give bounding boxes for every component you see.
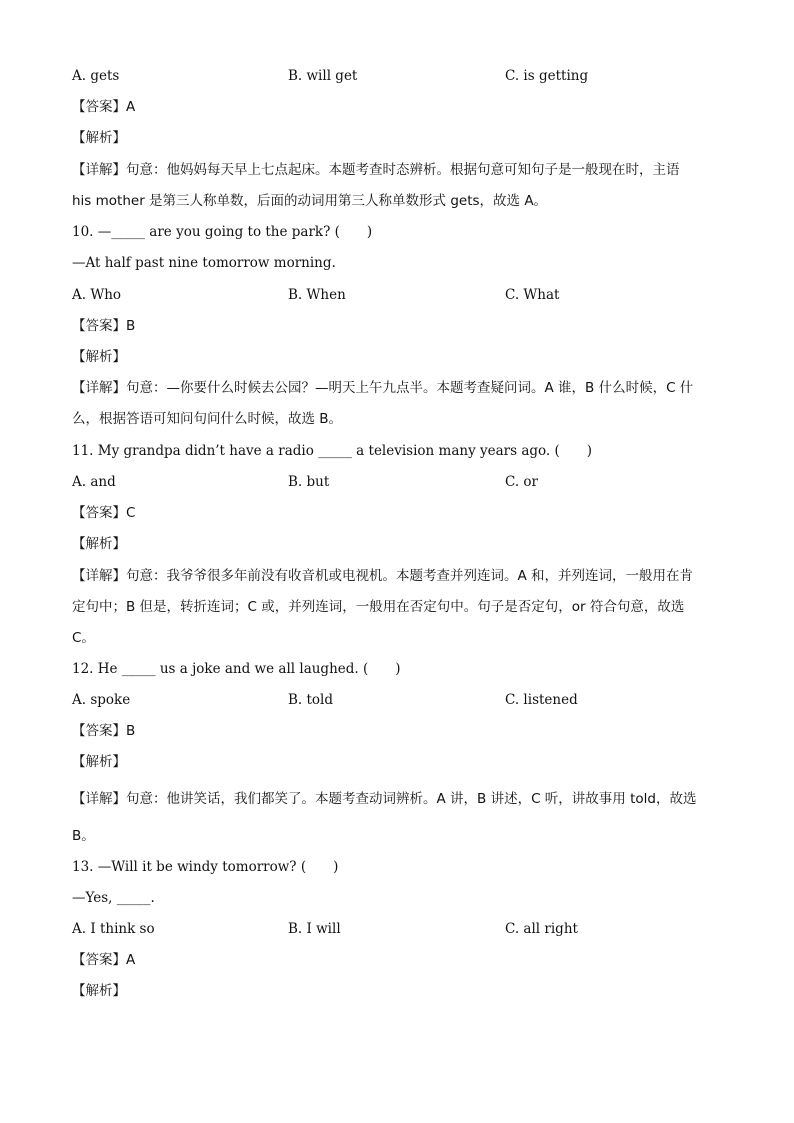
answer-line: 【答案】A <box>72 952 136 968</box>
question-stem: 12. He _____ us a joke and we all laughed. ( ) <box>72 661 401 677</box>
analysis-heading: 【解析】 <box>72 130 126 146</box>
question-stem: 13. —Will it be windy tomorrow? ( ) <box>72 859 339 875</box>
option-a: A. spoke <box>72 692 131 708</box>
question-reply: —At half past nine tomorrow morning. <box>72 255 336 271</box>
option-b: B. told <box>288 692 334 708</box>
option-c: C. is getting <box>505 68 589 84</box>
option-b: B. When <box>288 287 346 303</box>
answer-line: 【答案】A <box>72 99 136 115</box>
answer-line: 【答案】B <box>72 723 136 739</box>
detail-line: his mother 是第三人称单数，后面的动词用第三人称单数形式 gets，故选 A。 <box>72 193 548 209</box>
analysis-heading: 【解析】 <box>72 349 126 365</box>
detail-line: 定句中；B 但是，转折连词；C 或，并列连词，一般用在否定句中。句子是否定句，or 符合句意，故选 <box>72 599 685 615</box>
option-b: B. will get <box>288 68 358 84</box>
option-b: B. but <box>288 474 330 490</box>
option-a: A. Who <box>72 287 122 303</box>
analysis-heading: 【解析】 <box>72 983 126 999</box>
detail-line: 么，根据答语可知问句问什么时候，故选 B。 <box>72 411 343 427</box>
detail-line: 【详解】句意：我爷爷很多年前没有收音机或电视机。本题考查并列连词。A 和，并列连词，一般用在肯 <box>72 568 694 584</box>
question-stem: 10. —_____ are you going to the park? ( ) <box>72 224 373 240</box>
option-b: B. I will <box>288 921 341 937</box>
question-stem: 11. My grandpa didn’t have a radio _____ a television many years ago. ( ) <box>72 443 593 459</box>
answer-line: 【答案】C <box>72 505 136 521</box>
option-c: C. all right <box>505 921 578 937</box>
answer-line: 【答案】B <box>72 318 136 334</box>
detail-line: 【详解】句意：—你要什么时候去公园？—明天上午九点半。本题考查疑问词。A 谁，B 什么时候，C 什 <box>72 380 694 396</box>
analysis-heading: 【解析】 <box>72 536 126 552</box>
option-c: C. or <box>505 474 539 490</box>
option-c: C. What <box>505 287 560 303</box>
options-row <box>72 66 732 86</box>
detail-line: 【详解】句意：他讲笑话，我们都笑了。本题考查动词辨析。A 讲，B 讲述，C 听，讲故事用 told，故选 <box>72 791 697 807</box>
option-a: A. I think so <box>72 921 155 937</box>
question-reply: —Yes, _____. <box>72 890 155 906</box>
option-a: A. and <box>72 474 116 490</box>
options-row <box>72 690 732 710</box>
option-a: A. gets <box>72 68 120 84</box>
options-row <box>72 285 732 305</box>
analysis-heading: 【解析】 <box>72 754 126 770</box>
option-c: C. listened <box>505 692 578 708</box>
options-row <box>72 919 732 939</box>
detail-line: C。 <box>72 630 95 646</box>
options-row <box>72 472 732 492</box>
detail-line: B。 <box>72 828 95 844</box>
detail-line: 【详解】句意：他妈妈每天早上七点起床。本题考查时态辨析。根据句意可知句子是一般现在时，主语 <box>72 162 680 178</box>
